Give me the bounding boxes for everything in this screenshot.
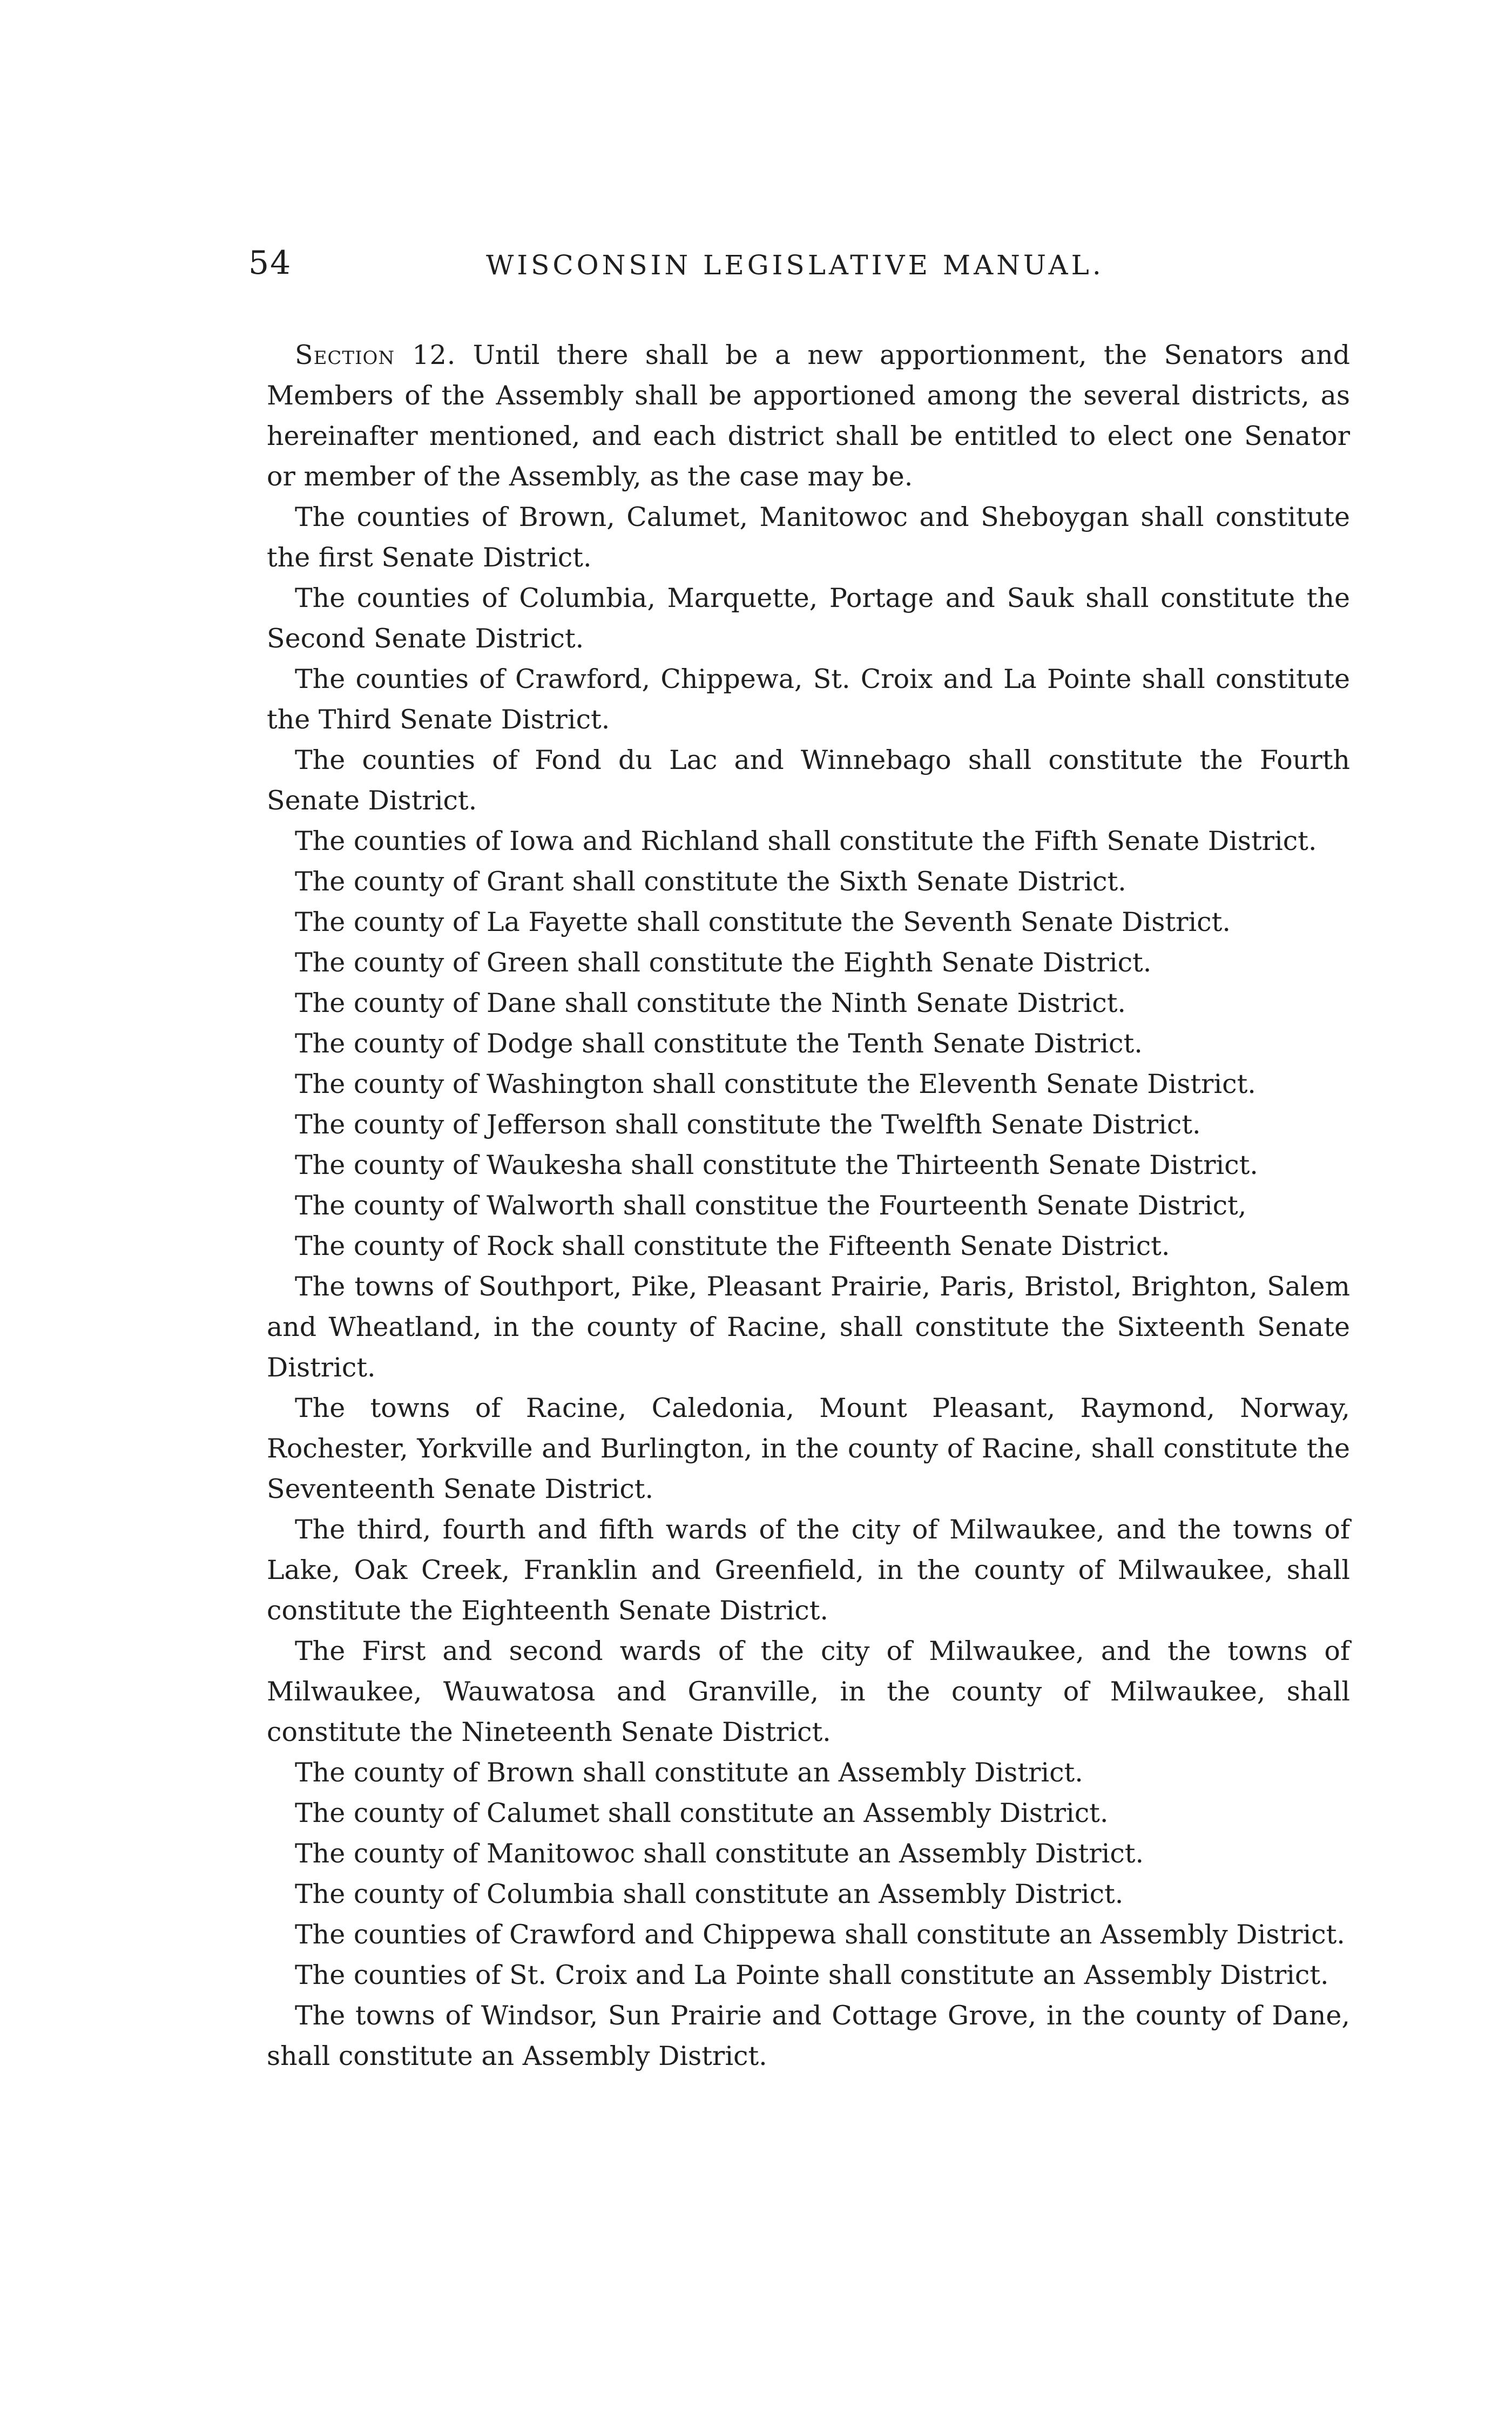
paragraph: The counties of St. Croix and La Pointe shall constitute an Assembly District. xyxy=(295,1960,1329,1990)
paragraph: The county of Walworth shall constitue the Fourteenth Senate District, xyxy=(295,1190,1247,1221)
paragraph: The towns of Windsor, Sun Prairie and Cottage Grove, in the county of Dane, shall constitute an Assembly District. xyxy=(267,2000,1350,2071)
paragraph: The counties of Fond du Lac and Winnebago shall constitute the Fourth Senate District. xyxy=(267,745,1350,816)
paragraph: The county of Green shall constitute the Eighth Senate District. xyxy=(295,947,1152,978)
page-number: 54 xyxy=(248,244,292,282)
paragraph: The counties of Crawford, Chippewa, St. Croix and La Pointe shall constitute the Third Senate District. xyxy=(267,664,1350,735)
paragraph: The county of Washington shall constitute the Eleventh Senate District. xyxy=(295,1069,1256,1099)
paragraph: The county of Columbia shall constitute an Assembly District. xyxy=(295,1879,1124,1909)
running-head: WISCONSIN LEGISLATIVE MANUAL. xyxy=(486,249,1104,281)
paragraph: The towns of Southport, Pike, Pleasant Prairie, Paris, Bristol, Brighton, Salem and Wheatland, in the county of Racine, shall constitute the Sixteenth Senate District. xyxy=(267,1271,1350,1383)
paragraph: The county of Rock shall constitute the Fifteenth Senate District. xyxy=(295,1231,1170,1261)
paragraph: The counties of Iowa and Richland shall constitute the Fifth Senate District. xyxy=(295,826,1317,856)
paragraph: The third, fourth and fifth wards of the city of Milwaukee, and the towns of Lake, Oak Creek, Franklin and Greenfield, in the county of Milwaukee, shall constitute the Eighteenth Senate District. xyxy=(267,1514,1350,1626)
paragraph: The county of Manitowoc shall constitute an Assembly District. xyxy=(295,1838,1144,1869)
paragraph: The towns of Racine, Caledonia, Mount Pleasant, Raymond, Norway, Rochester, Yorkville and Burlington, in the county of Racine, shall constitute the Seventeenth Senate District. xyxy=(267,1393,1350,1504)
paragraph: The county of Dane shall constitute the Ninth Senate District. xyxy=(295,988,1126,1018)
section-label: Section 12. xyxy=(295,340,456,370)
paragraph: The counties of Crawford and Chippewa shall constitute an Assembly District. xyxy=(295,1919,1345,1950)
paragraph: The county of Grant shall constitute the Sixth Senate District. xyxy=(295,866,1126,897)
section-opening-paragraph xyxy=(267,335,1350,497)
paragraph: The counties of Brown, Calumet, Manitowoc and Sheboygan shall constitute the first Senate District. xyxy=(267,502,1350,573)
section-text xyxy=(267,335,1350,2076)
paragraph-text: Until there shall be a new apportionment, the Senators and Members of the Assembly shall be apportioned among the several districts, as hereinafter mentioned, and each district shall be entitled to elect one Senator or member of the Assembly, as the case may be. xyxy=(267,340,1351,492)
paragraph: The county of Waukesha shall constitute the Thirteenth Senate District. xyxy=(295,1150,1258,1180)
paragraph: The county of Dodge shall constitute the Tenth Senate District. xyxy=(295,1028,1143,1059)
paragraph: The counties of Columbia, Marquette, Portage and Sauk shall constitute the Second Senate District. xyxy=(267,583,1350,654)
paragraph: The county of Calumet shall constitute an Assembly District. xyxy=(295,1798,1109,1828)
paragraph: The county of La Fayette shall constitute the Seventh Senate District. xyxy=(295,907,1231,937)
paragraph: The First and second wards of the city of Milwaukee, and the towns of Milwaukee, Wauwatosa and Granville, in the county of Milwaukee, shall constitute the Nineteenth Senate District. xyxy=(267,1636,1350,1747)
paragraph: The county of Jefferson shall constitute the Twelfth Senate District. xyxy=(295,1109,1201,1140)
paragraph: The county of Brown shall constitute an Assembly District. xyxy=(295,1757,1083,1788)
